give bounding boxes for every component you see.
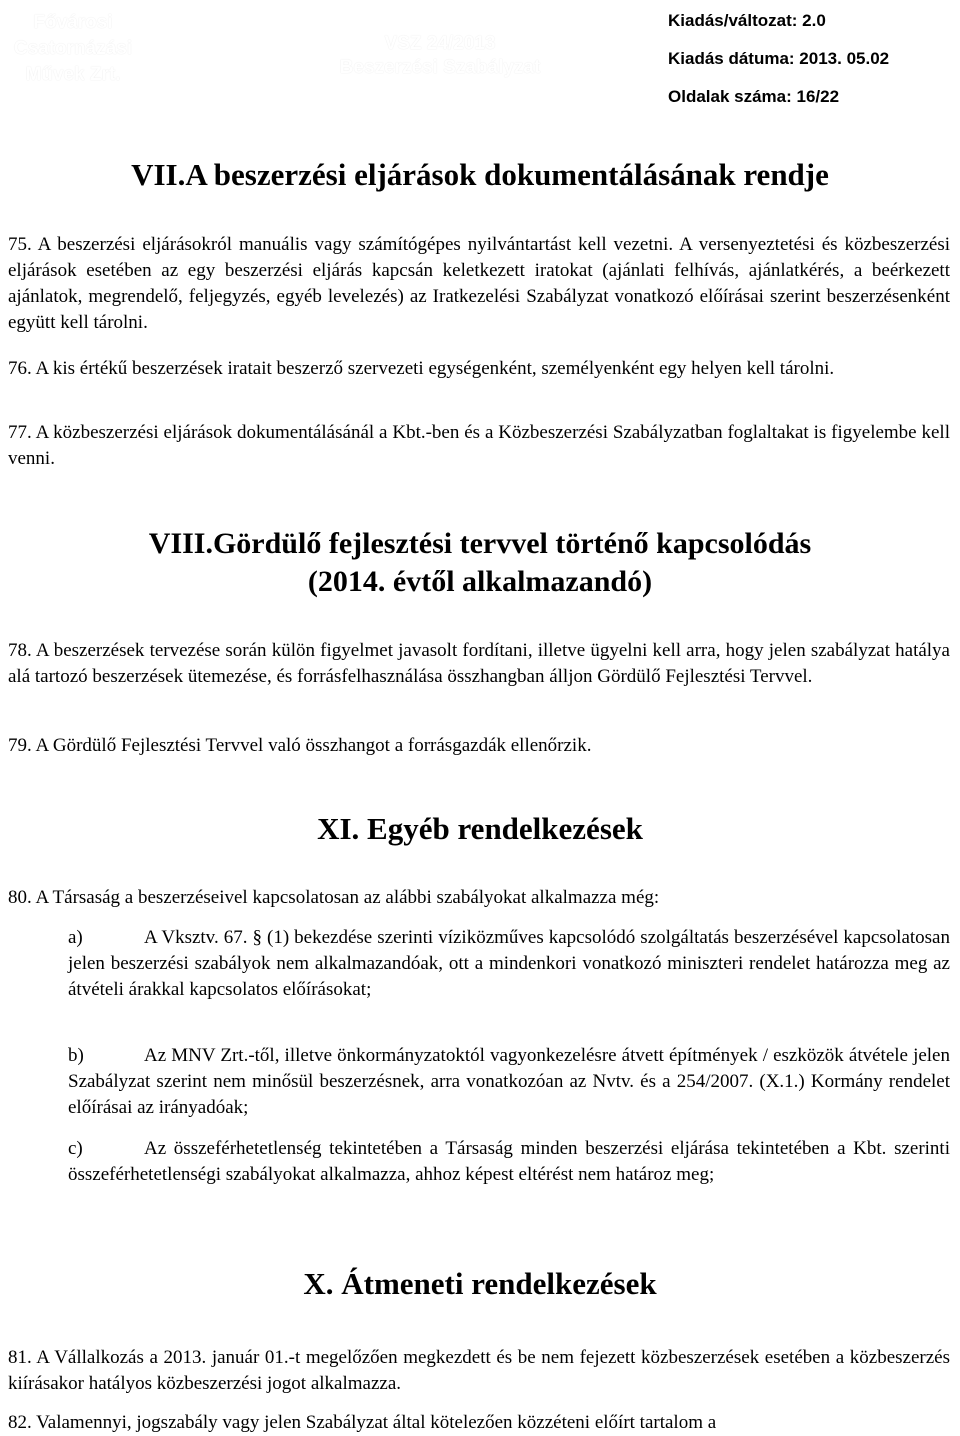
- list-label: a): [68, 927, 83, 948]
- paragraph-77: 77. A közbeszerzési eljárások dokumentálásánál a Kbt.-ben és a Közbeszerzési Szabályzatban foglaltakat is figyelembe kell venni.: [8, 422, 950, 469]
- paragraph-76: 76. A kis értékű beszerzések iratait beszerző szervezeti egységenként, személyenként egy helyen kell tárolni.: [8, 358, 835, 379]
- list-text: Az MNV Zrt.-től, illetve önkormányzatoktól vagyonkezelésre átvett építmények / eszközök átvétele jelen Szabályzat szerint nem minősül beszerzésnek, arra vonatkozóan az Nvtv. és a 254/2007. (X.1.) Kormány rendelet előírásai az irányadóak;: [68, 1045, 950, 1118]
- section-title-line: VIII.Gördülő fejlesztési tervvel történő kapcsolódás: [148, 527, 812, 560]
- list-text: A Vksztv. 67. § (1) bekezdése szerinti víziközműves kapcsolódó szolgáltatás beszerzésével kapcsolatosan jelen beszerzési szabályok nem alkalmazandóak, ott a mindenkori vonatkozó miniszteri rendelet határozza meg az átvételi árakkal kapcsolatos előírásokat;: [68, 927, 950, 1000]
- section-title: [0, 525, 960, 601]
- document-id: [240, 32, 640, 80]
- section-body: [8, 356, 950, 382]
- paragraph-82: 82. Valamennyi, jogszabály vagy jelen Szabályzat által kötelezően közzéteni előírt tartalom a: [8, 1412, 717, 1433]
- paragraph-75: 75. A beszerzési eljárásokról manuális vagy számítógépes nyilvántartást kell vezetni. A versenyeztetési és közbeszerzési eljárások esetében az egy beszerzési eljárás kapcsán keletkezett iratokat (ajánlati felhívás, ajánlatkérés, a beérkezett ajánlatok, megrendelő, feljegyzés, egyéb levelezés) az Iratkezelési Szabályzat vonatkozó előírásai szerint beszerzésenként együtt kell tárolni.: [8, 234, 950, 333]
- page-header: [0, 0, 960, 110]
- issue-date: Kiadás dátuma: 2013. 05.02: [668, 49, 890, 68]
- list-text: Az összeférhetetlenség tekintetében a Társaság minden beszerzési eljárása tekintetében a Kbt. szerinti összeférhetetlenségi szabályokat alkalmazza, ahhoz képest eltérést nem határoz meg;: [68, 1138, 950, 1185]
- section-body: [8, 1345, 950, 1397]
- section-body: [8, 638, 950, 690]
- page-count: Oldalak száma: 16/22: [668, 87, 840, 106]
- list-item: [68, 1043, 950, 1121]
- section-title: XI. Egyéb rendelkezések: [317, 811, 643, 846]
- list-item: [68, 925, 950, 1003]
- company-line: Fővárosi: [33, 12, 113, 33]
- company-line: Csatornázási: [13, 38, 133, 59]
- paragraph-81: 81. A Vállalkozás a 2013. január 01.-t megelőzően megkezdett és be nem fejezett közbeszerzések esetében a közbeszerzés kiírásakor hatályos közbeszerzési jogot alkalmazza.: [8, 1347, 950, 1394]
- document-title: Beszerzési Szabályzat: [339, 57, 541, 78]
- section-body: [8, 1410, 950, 1436]
- section-body: [8, 420, 950, 472]
- company-name: [8, 10, 138, 88]
- edition-version: Kiadás/változat: 2.0: [668, 11, 826, 30]
- section-title: VII.A beszerzési eljárások dokumentálásának rendje: [131, 157, 829, 192]
- paragraph-78: 78. A beszerzések tervezése során külön figyelmet javasolt fordítani, illetve ügyelni kell arra, hogy jelen szabályzat hatálya alá tartozó beszerzések ütemezése, és forrásfelhasználása összhangban álljon Gördülő Fejlesztési Tervvel.: [8, 640, 950, 687]
- list-item: [68, 1136, 950, 1188]
- section-title: X. Átmeneti rendelkezések: [303, 1266, 657, 1301]
- section-title-line: (2014. évtől alkalmazandó): [307, 565, 653, 598]
- paragraph-80: 80. A Társaság a beszerzéseivel kapcsolatosan az alábbi szabályokat alkalmazza még:: [8, 887, 660, 908]
- document-code: VSZ 24/2013: [384, 33, 496, 54]
- company-line: Művek Zrt.: [25, 64, 121, 85]
- list-label: c): [68, 1138, 83, 1159]
- paragraph-79: 79. A Gördülő Fejlesztési Tervvel való összhangot a forrásgazdák ellenőrzik.: [8, 735, 592, 756]
- list-label: b): [68, 1045, 84, 1066]
- section-body: [8, 232, 950, 336]
- section-body: [8, 885, 950, 911]
- section-body: [8, 733, 950, 759]
